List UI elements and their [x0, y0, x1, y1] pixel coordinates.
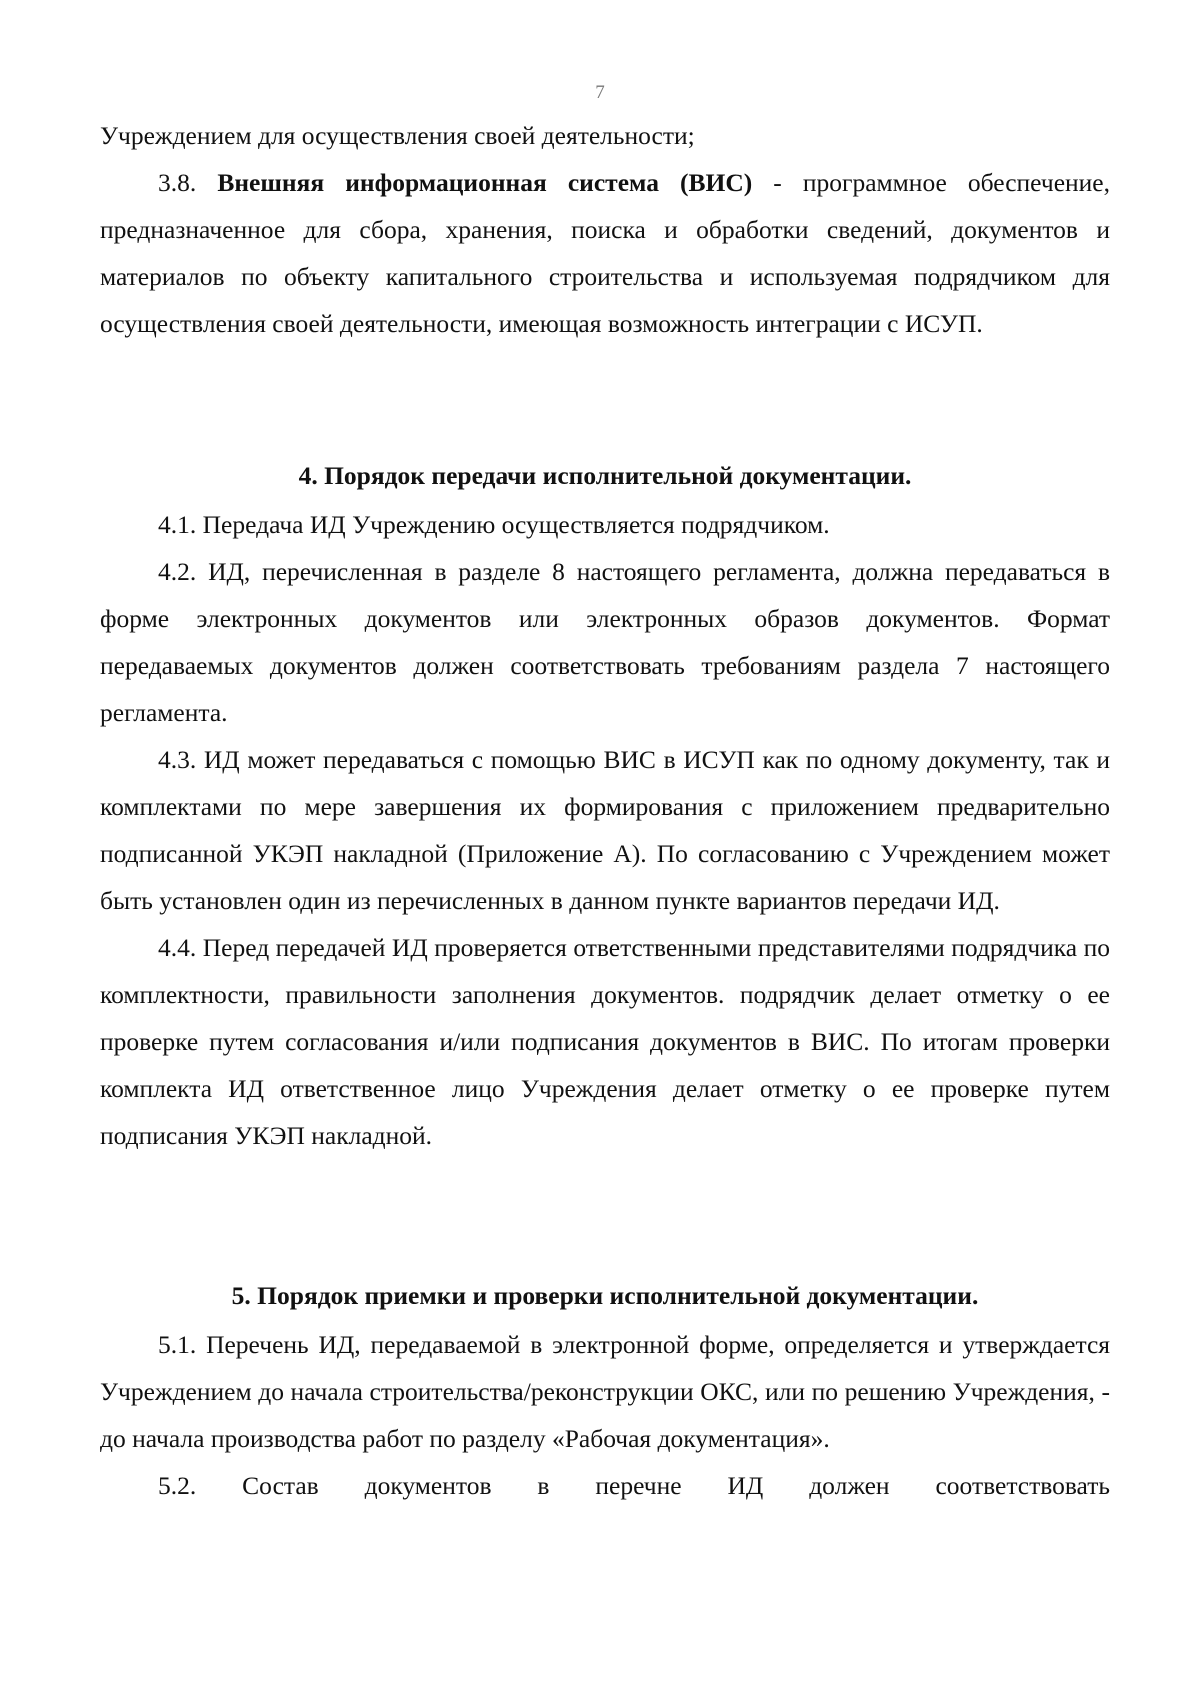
section-4	[100, 452, 1110, 1159]
section-5	[100, 1272, 1110, 1509]
paragraph-5-1: 5.1. Перечень ИД, передаваемой в электронной форме, определяется и утверждается Учреждением до начала строительства/реконструкции ОКС, или по решению Учреждения, - до начала производства работ по разделу «Рабочая документация».	[100, 1330, 1110, 1453]
continuation-paragraph: Учреждением для осуществления своей деятельности;	[100, 121, 695, 150]
definition-3-8-paragraph	[100, 159, 1110, 347]
section-5-heading: 5. Порядок приемки и проверки исполнительной документации.	[231, 1281, 979, 1310]
paragraph-4-1: 4.1. Передача ИД Учреждению осуществляется подрядчиком.	[158, 510, 830, 539]
paragraph-4-3: 4.3. ИД может передаваться с помощью ВИС в ИСУП как по одному документу, так и комплектами по мере завершения их формирования с приложением предварительно подписанной УКЭП накладной (Приложение А). По согласованию с Учреждением может быть установлен один из перечисленных в данном пункте вариантов передачи ИД.	[100, 745, 1110, 915]
paragraph-4-2: 4.2. ИД, перечисленная в разделе 8 настоящего регламента, должна передаваться в форме электронных документов или электронных образов документов. Формат передаваемых документов должен соответствовать требованиям раздела 7 настоящего регламента.	[100, 557, 1110, 727]
defined-term: Внешняя информационная система (ВИС)	[217, 168, 753, 197]
term-definition: - программное обеспечение, предназначенное для сбора, хранения, поиска и обработки сведений, документов и материалов по объекту капитального строительства и используемая подрядчиком для осуществления своей деятельности, имеющая возможность интеграции с ИСУП.	[100, 168, 1110, 338]
page-number: 7	[595, 82, 605, 103]
item-number: 3.8.	[158, 168, 197, 197]
section-4-heading: 4. Порядок передачи исполнительной документации.	[298, 461, 912, 490]
intro-block	[100, 112, 1110, 347]
paragraph-4-4: 4.4. Перед передачей ИД проверяется ответственными представителями подрядчика по комплектности, правильности заполнения документов. подрядчик делает отметку о ее проверке путем согласования и/или подписания документов в ВИС. По итогам проверки комплекта ИД ответственное лицо Учреждения делает отметку о ее проверке путем подписания УКЭП накладной.	[100, 933, 1110, 1150]
paragraph-5-2: 5.2. Состав документов в перечне ИД должен соответствовать	[158, 1471, 1110, 1500]
